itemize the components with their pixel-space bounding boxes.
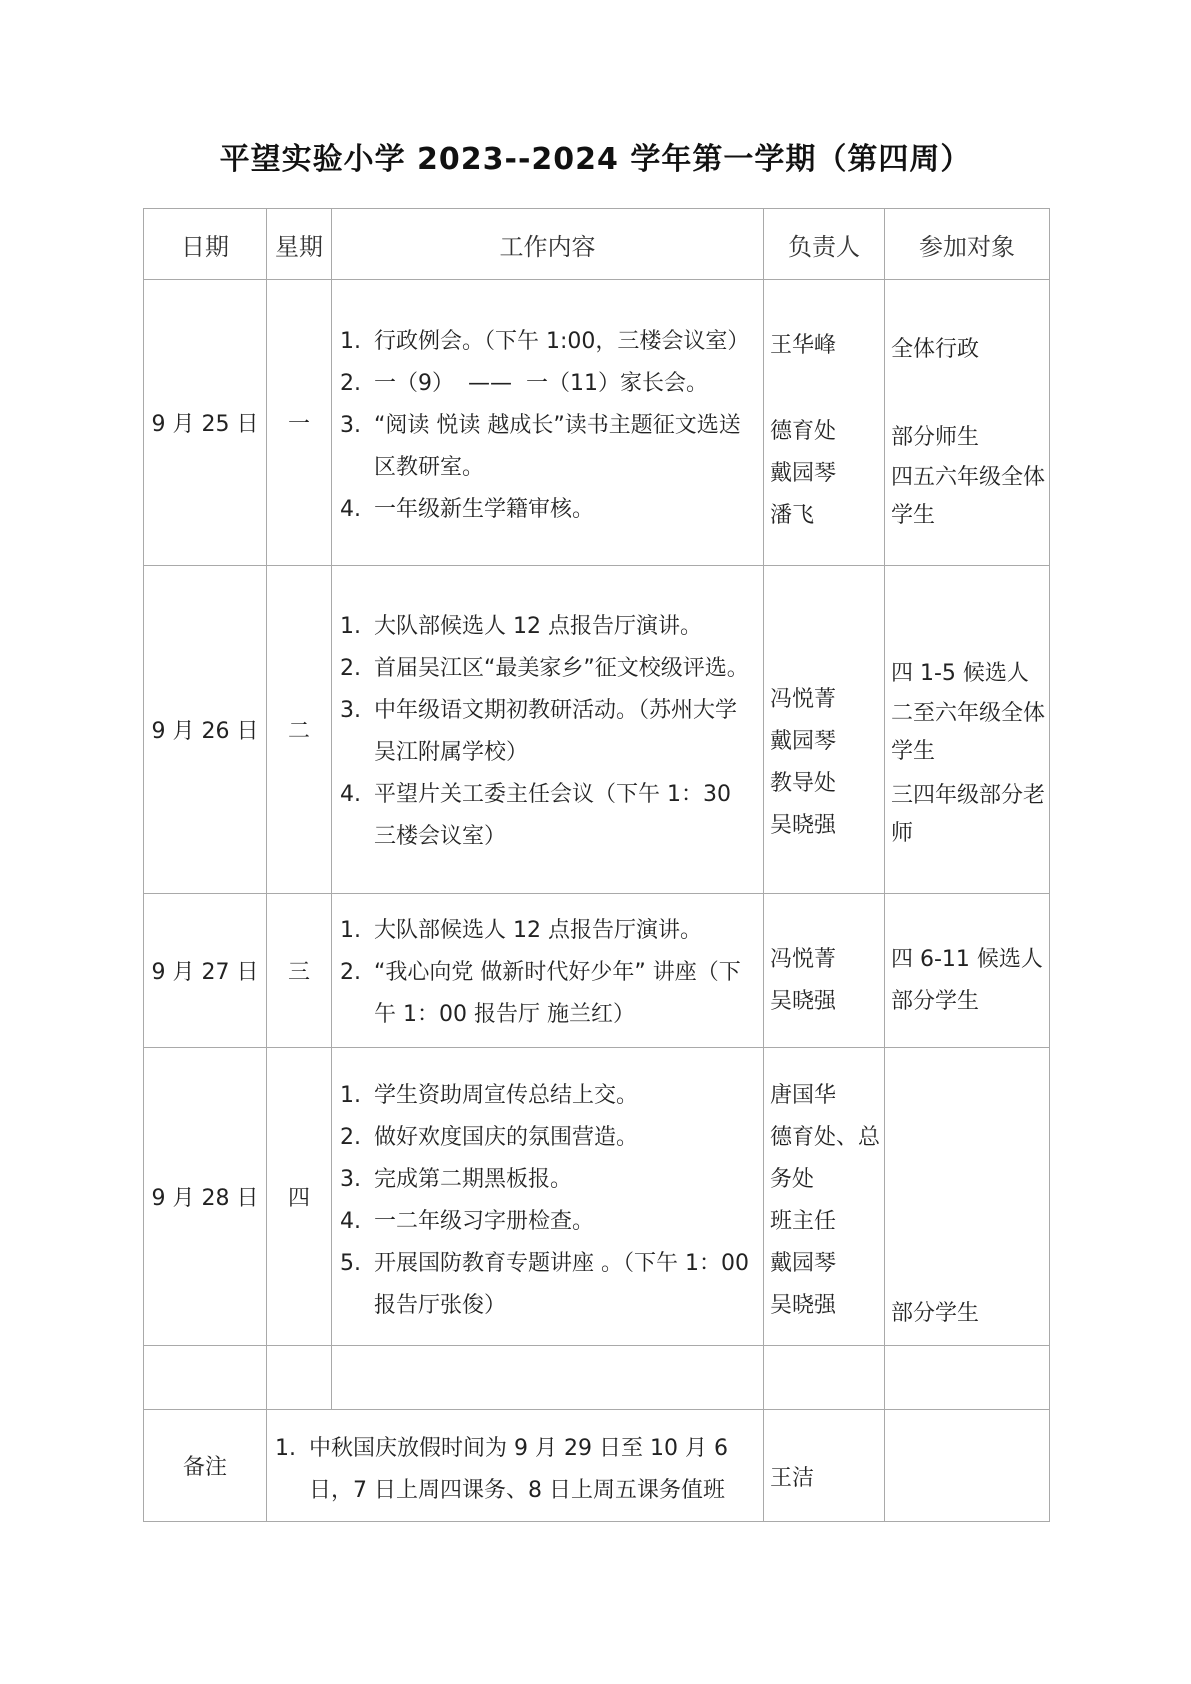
owner-name: 德育处	[770, 418, 837, 444]
owner-name: 德育处、总务处	[770, 1124, 881, 1192]
participants-cell	[885, 894, 1050, 1048]
header-owner: 负责人	[764, 209, 885, 280]
owner-name: 吴晓强	[770, 812, 837, 838]
weekday-cell: 三	[267, 894, 332, 1048]
participants-cell	[885, 280, 1050, 566]
list-item: 4. 一年级新生学籍审核。	[340, 496, 595, 522]
participants-cell	[885, 566, 1050, 894]
participant-group: 全体行政	[891, 336, 980, 362]
list-item: 1. 学生资助周宣传总结上交。	[340, 1082, 639, 1108]
date-cell: 9 月 26 日	[144, 566, 267, 894]
weekday-cell: 四	[267, 1048, 332, 1346]
owner-cell	[764, 280, 885, 566]
owner-name: 教导处	[770, 770, 837, 796]
remark-label: 备注	[144, 1410, 267, 1522]
list-item: 2. 一（9） —— 一（11）家长会。	[340, 370, 708, 396]
owner-cell	[764, 566, 885, 894]
header-participants: 参加对象	[885, 209, 1050, 280]
weekday-cell: 一	[267, 280, 332, 566]
table-row	[144, 1048, 1050, 1346]
participant-group: 四五六年级全体学生	[891, 464, 1046, 528]
header-row	[144, 209, 1050, 280]
owner-cell	[764, 1048, 885, 1346]
owner-name: 吴晓强	[770, 1292, 837, 1318]
owner-name: 王洁	[770, 1465, 815, 1491]
owner-name: 唐国华	[770, 1082, 837, 1108]
list-item: 2. “我心向党 做新时代好少年” 讲座（下午 1：00 报告厅 施兰红）	[340, 959, 741, 1027]
owner-name: 吴晓强	[770, 988, 837, 1014]
table-row	[144, 280, 1050, 566]
list-item: 4. 平望片关工委主任会议（下午 1：30 三楼会议室）	[340, 781, 731, 849]
participant-group: 二至六年级全体学生	[891, 700, 1046, 764]
list-item: 1. 大队部候选人 12 点报告厅演讲。	[340, 613, 702, 639]
owner-name: 戴园琴	[770, 460, 837, 486]
list-item: 2. 做好欢度国庆的氛围营造。	[340, 1124, 639, 1150]
owner-name: 潘飞	[770, 502, 815, 528]
content-cell	[332, 1048, 764, 1346]
list-item: 1. 行政例会。（下午 1:00，三楼会议室）	[340, 328, 750, 354]
list-item: 5. 开展国防教育专题讲座 。（下午 1：00 报告厅张俊）	[340, 1250, 749, 1318]
remark-row	[144, 1410, 1050, 1522]
list-item: 3. 中年级语文期初教研活动。（苏州大学吴江附属学校）	[340, 697, 738, 765]
participant-group: 四 6-11 候选人	[891, 946, 1043, 972]
date-cell: 9 月 27 日	[144, 894, 267, 1048]
remark-content-cell	[267, 1410, 764, 1522]
date-cell: 9 月 28 日	[144, 1048, 267, 1346]
list-item: 1. 中秋国庆放假时间为 9 月 29 日至 10 月 6 日，7 日上周四课务、8 日上周五课务值班	[275, 1435, 728, 1503]
content-cell	[332, 280, 764, 566]
list-item: 3. “阅读 悦读 越成长”读书主题征文选送区教研室。	[340, 412, 741, 480]
table-row	[144, 894, 1050, 1048]
header-content: 工作内容	[332, 209, 764, 280]
owner-name: 冯悦菁	[770, 946, 837, 972]
remark-owner-cell	[764, 1410, 885, 1522]
owner-name: 王华峰	[770, 332, 837, 358]
participant-group: 部分学生	[891, 1301, 980, 1326]
participant-group: 三四年级部分老师	[891, 782, 1046, 846]
list-item: 4. 一二年级习字册检查。	[340, 1208, 595, 1234]
remark-participants-cell	[885, 1410, 1050, 1522]
empty-row	[144, 1346, 1050, 1410]
owner-name: 冯悦菁	[770, 686, 837, 712]
list-item: 2. 首届吴江区“最美家乡”征文校级评选。	[340, 655, 749, 681]
header-date: 日期	[144, 209, 267, 280]
participant-group: 部分师生	[891, 424, 980, 450]
schedule-table	[143, 208, 1050, 1522]
content-cell	[332, 894, 764, 1048]
owner-name: 戴园琴	[770, 1250, 837, 1276]
participant-group: 部分学生	[891, 988, 980, 1014]
page-title: 平望实验小学 2023--2024 学年第一学期（第四周）	[219, 142, 972, 177]
weekday-cell: 二	[267, 566, 332, 894]
content-cell	[332, 566, 764, 894]
list-item: 3. 完成第二期黑板报。	[340, 1166, 573, 1192]
date-cell: 9 月 25 日	[144, 280, 267, 566]
owner-name: 班主任	[770, 1208, 837, 1234]
participants-cell	[885, 1048, 1050, 1346]
header-weekday: 星期	[267, 209, 332, 280]
list-item: 1. 大队部候选人 12 点报告厅演讲。	[340, 917, 702, 943]
table-row	[144, 566, 1050, 894]
owner-cell	[764, 894, 885, 1048]
owner-name: 戴园琴	[770, 728, 837, 754]
participant-group: 四 1-5 候选人	[891, 660, 1029, 686]
